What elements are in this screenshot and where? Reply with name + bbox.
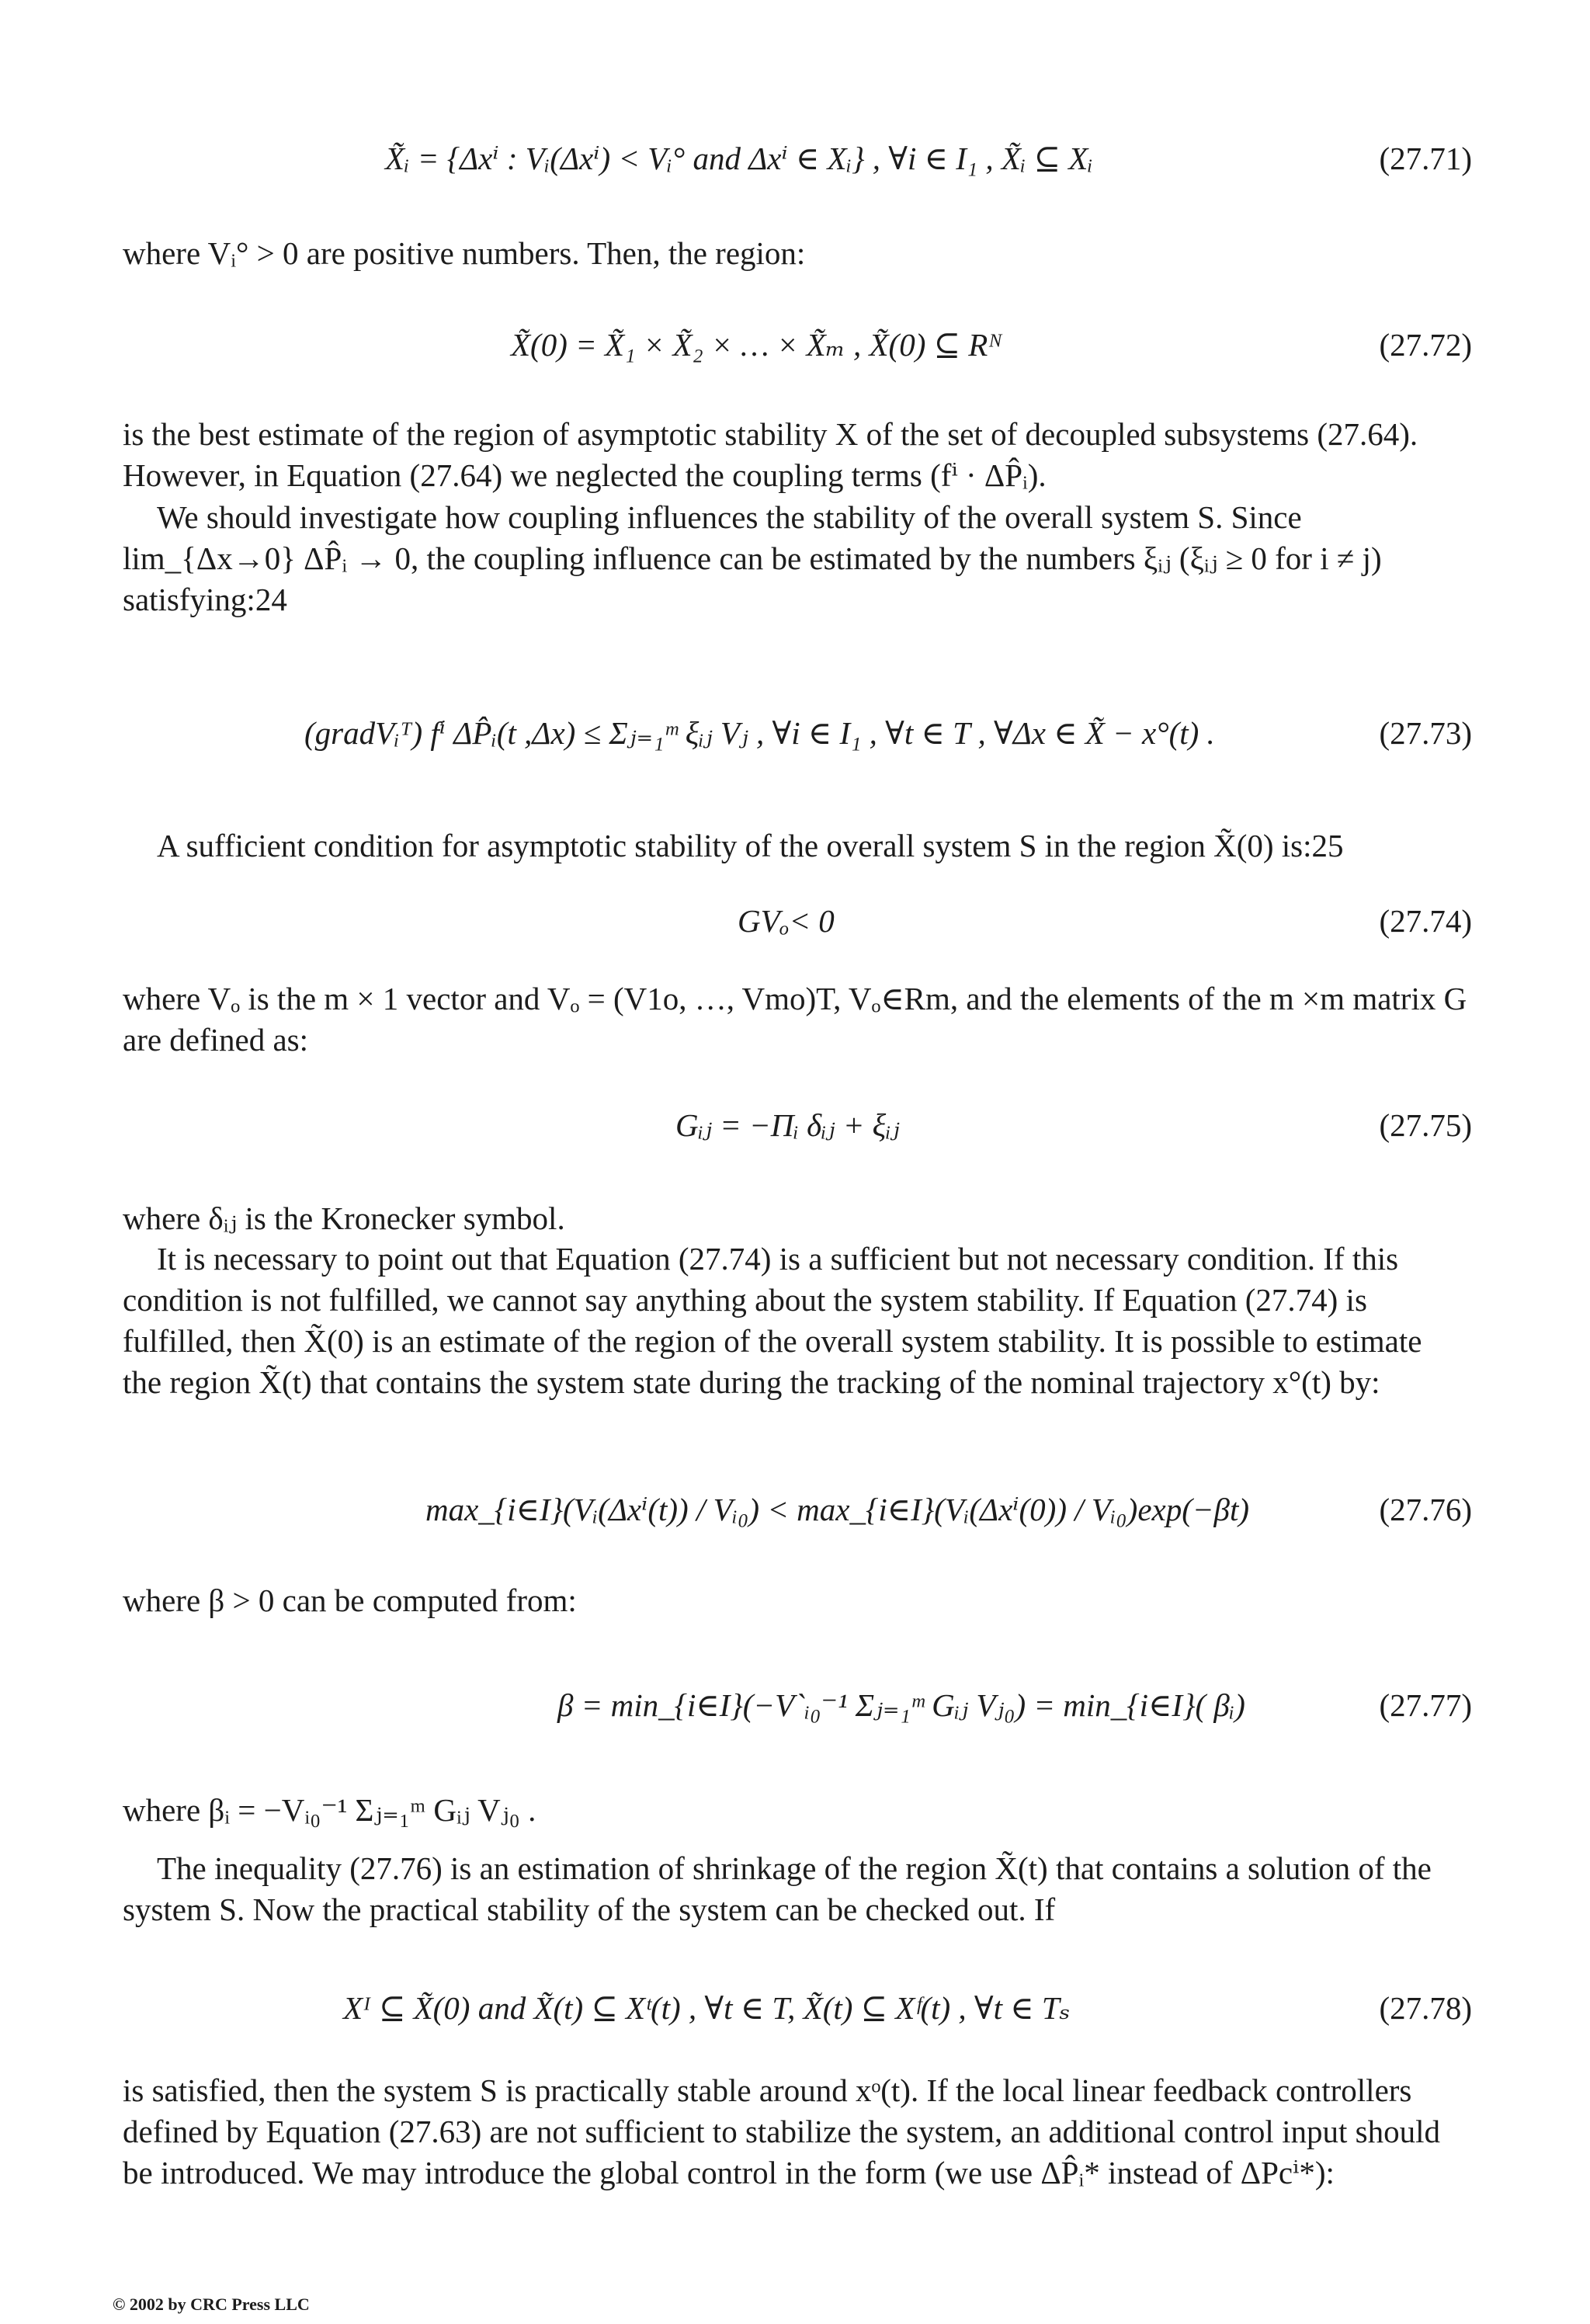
equation-27-78 (0, 1989, 1590, 2051)
equation-27-76 (0, 1491, 1590, 1553)
equation-27-72 (0, 326, 1590, 388)
paragraph: is satisfied, then the system S is practically stable around xᵒ(t). If the local linear feedback controllers defined by Equation (27.63) are not sufficient to stabilize the system, an additional control input should be introduced. We may introduce the global control in the form (we use ΔP̂ᵢ* instead of ΔPcⁱ*): (123, 2072, 1440, 2190)
paragraph: A sufficient condition for asymptotic stability of the overall system S in the region X̃(0) is:25 (157, 828, 1344, 863)
paragraph: It is necessary to point out that Equation (27.74) is a sufficient but not necessary condition. If this condition is not fulfilled, we cannot say anything about the system stability. If Equation (27.74) is fulfilled, then X̃(0) is an estimate of the region of the overall system stability. It is possible to estimate the region X̃(t) that contains the system state during the tracking of the nominal trajectory x°(t) by: (123, 1241, 1422, 1400)
equation-27-72-body: X̃(0) = X̃₁ × X̃₂ × … × X̃ₘ , X̃(0) ⊆ Rᴺ (511, 327, 1003, 363)
copyright-footer: © 2002 by CRC Press LLC (113, 2294, 310, 2314)
equation-27-76-body: max_{i∈I}(Vᵢ(Δxⁱ(t)) / Vᵢ₀) < max_{i∈I}(Vᵢ(Δxⁱ(0)) / Vᵢ₀)exp(−βt) (425, 1492, 1249, 1527)
equation-number: (27.75) (1379, 1107, 1472, 1143)
equation-27-71-body: X̃ᵢ = {Δxⁱ : Vᵢ(Δxⁱ) < Vᵢ° and Δxⁱ ∈ Xᵢ} , ∀i ∈ I₁ , X̃ᵢ ⊆ Xᵢ (385, 141, 1093, 176)
equation-number: (27.76) (1379, 1492, 1472, 1527)
paragraph: The inequality (27.76) is an estimation of shrinkage of the region X̃(t) that contains a solution of the system S. Now the practical stability of the system can be checked out. If (123, 1850, 1432, 1927)
equation-27-75-body: Gᵢⱼ = −Πᵢ δᵢⱼ + ξᵢⱼ (675, 1107, 900, 1143)
equation-number: (27.77) (1379, 1687, 1472, 1723)
paragraph: where δᵢⱼ is the Kronecker symbol. (123, 1200, 565, 1236)
paragraph: is the best estimate of the region of asymptotic stability X of the set of decoupled subsystems (27.64). However, in Equation (27.64) we neglected the coupling terms (fⁱ · ΔP̂ᵢ). (123, 416, 1418, 493)
paragraph: where β > 0 can be computed from: (123, 1582, 577, 1618)
paragraph: We should investigate how coupling influences the stability of the overall system S. Since lim_{Δx→0} ΔP̂ᵢ → 0, the coupling influence can be estimated by the numbers ξᵢⱼ (ξᵢⱼ ≥ 0 for i ≠ j) satisfying:24 (123, 499, 1382, 617)
paragraph: where Vₒ is the m × 1 vector and Vₒ = (V1o, …, Vmo)T, Vₒ∈Rm, and the elements of the m ×m matrix G are defined as: (123, 981, 1467, 1058)
equation-27-73 (0, 714, 1590, 776)
equation-27-73-body: (gradVᵢᵀ) fⁱ ΔP̂ᵢ(t ,Δx) ≤ Σⱼ₌₁ᵐ ξᵢⱼ Vⱼ , ∀i ∈ I₁ , ∀t ∈ T , ∀Δx ∈ X̃ − x°(t) . (304, 715, 1215, 751)
equation-27-74 (0, 902, 1590, 964)
paragraph: where Vᵢ° > 0 are positive numbers. Then, the region: (123, 235, 806, 271)
equation-number: (27.74) (1379, 903, 1472, 939)
equation-number: (27.71) (1379, 141, 1472, 176)
equation-27-71 (0, 140, 1590, 202)
equation-27-75 (0, 1106, 1590, 1169)
equation-27-77 (0, 1687, 1590, 1749)
equation-number: (27.73) (1379, 715, 1472, 751)
equation-number: (27.72) (1379, 327, 1472, 363)
equation-27-78-body: Xᴵ ⊆ X̃(0) and X̃(t) ⊆ Xᵗ(t) , ∀t ∈ T, X̃(t) ⊆ Xᶠ(t) , ∀t ∈ Tₛ (343, 1990, 1071, 2026)
equation-27-77-body: β = min_{i∈I}(−V`ᵢ₀⁻¹ Σⱼ₌₁ᵐ Gᵢⱼ Vⱼ₀) = min_{i∈I}( βᵢ) (557, 1687, 1245, 1723)
equation-27-74-body: GVₒ< 0 (738, 903, 835, 939)
equation-number: (27.78) (1379, 1990, 1472, 2026)
paragraph: where βᵢ = −Vᵢ₀⁻¹ Σⱼ₌₁ᵐ Gᵢⱼ Vⱼ₀ . (123, 1792, 536, 1828)
